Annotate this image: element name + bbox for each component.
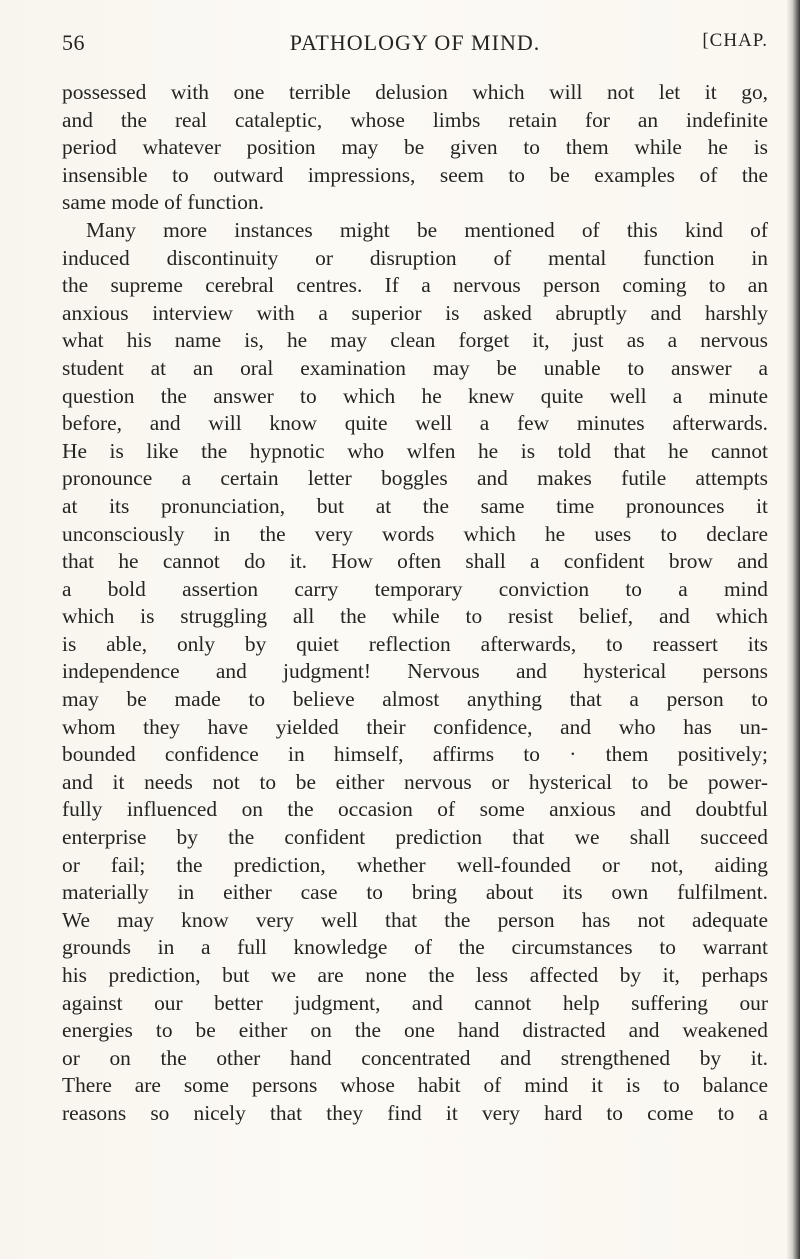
text-line: induced discontinuity or disruption of mental function in bbox=[62, 245, 768, 270]
text-line: fully influenced on the occasion of some anxious and doubtful bbox=[62, 797, 768, 822]
text-line: before, and will know quite well a few minutes afterwards. bbox=[62, 411, 768, 436]
text-line: energies to be either on the one hand distracted and weakened bbox=[62, 1018, 768, 1043]
page-header bbox=[62, 30, 768, 58]
text-line: his prediction, but we are none the less affected by it, perhaps bbox=[62, 963, 768, 987]
text-line: pronounce a certain letter boggles and makes futile attempts bbox=[62, 466, 768, 491]
text-line: is able, only by quiet reflection afterwards, to reassert its bbox=[62, 631, 768, 656]
text-line: materially in either case to bring about its own fulfilment. bbox=[62, 880, 768, 905]
chapter-mark: [CHAP. bbox=[702, 30, 768, 51]
text-line: or on the other hand concentrated and strengthened by it. bbox=[62, 1045, 768, 1070]
text-line: same mode of function. bbox=[62, 190, 264, 215]
text-line: insensible to outward impressions, seem to be examples of the bbox=[62, 162, 768, 187]
text-line: enterprise by the confident prediction that we shall succeed bbox=[62, 825, 768, 850]
text-line: question the answer to which he knew quite well a minute bbox=[62, 383, 768, 408]
text-line: unconsciously in the very words which he uses to declare bbox=[62, 521, 768, 546]
text-line: and the real cataleptic, whose limbs retain for an indefinite bbox=[62, 107, 768, 132]
text-line: which is struggling all the while to resist belief, and which bbox=[62, 604, 768, 629]
text-line: bounded confidence in himself, affirms to · them positively; bbox=[62, 742, 768, 767]
text-line: at its pronunciation, but at the same time pronounces it bbox=[62, 493, 768, 518]
text-line: There are some persons whose habit of mind it is to balance bbox=[62, 1073, 768, 1098]
text-line: a bold assertion carry temporary conviction to a mind bbox=[62, 576, 768, 601]
text-line: student at an oral examination may be unable to answer a bbox=[62, 355, 768, 380]
text-line: grounds in a full knowledge of the circumstances to warrant bbox=[62, 935, 768, 960]
text-line: reasons so nicely that they find it very hard to come to a bbox=[62, 1100, 768, 1125]
text-line: whom they have yielded their confidence, and who has un- bbox=[62, 714, 768, 739]
page-number: 56 bbox=[62, 30, 85, 55]
page-edge-shadow bbox=[786, 0, 800, 1259]
text-line: possessed with one terrible delusion which will not let it go, bbox=[62, 80, 768, 104]
paragraph bbox=[62, 217, 768, 1128]
text-line: that he cannot do it. How often shall a confident brow and bbox=[62, 549, 768, 574]
text-line: against our better judgment, and cannot help suffering our bbox=[62, 990, 768, 1015]
text-line: or fail; the prediction, whether well-founded or not, aiding bbox=[62, 852, 768, 877]
text-line: He is like the hypnotic who wlfen he is told that he cannot bbox=[62, 438, 768, 463]
text-line: may be made to believe almost anything that a person to bbox=[62, 687, 768, 712]
text-line: independence and judgment! Nervous and hysterical persons bbox=[62, 659, 768, 684]
text-line: and it needs not to be either nervous or hysterical to be power- bbox=[62, 769, 768, 794]
running-title: PATHOLOGY OF MIND. bbox=[289, 30, 541, 55]
paragraph bbox=[62, 79, 768, 217]
text-line: We may know very well that the person has not adequate bbox=[62, 907, 768, 932]
text-line: the supreme cerebral centres. If a nervous person coming to an bbox=[62, 273, 768, 298]
text-line: anxious interview with a superior is asked abruptly and harshly bbox=[62, 300, 768, 325]
body-text bbox=[62, 79, 768, 1128]
text-line: Many more instances might be mentioned of this kind of bbox=[86, 217, 768, 242]
text-line: period whatever position may be given to them while he is bbox=[62, 135, 768, 160]
text-line: what his name is, he may clean forget it, just as a nervous bbox=[62, 328, 768, 353]
